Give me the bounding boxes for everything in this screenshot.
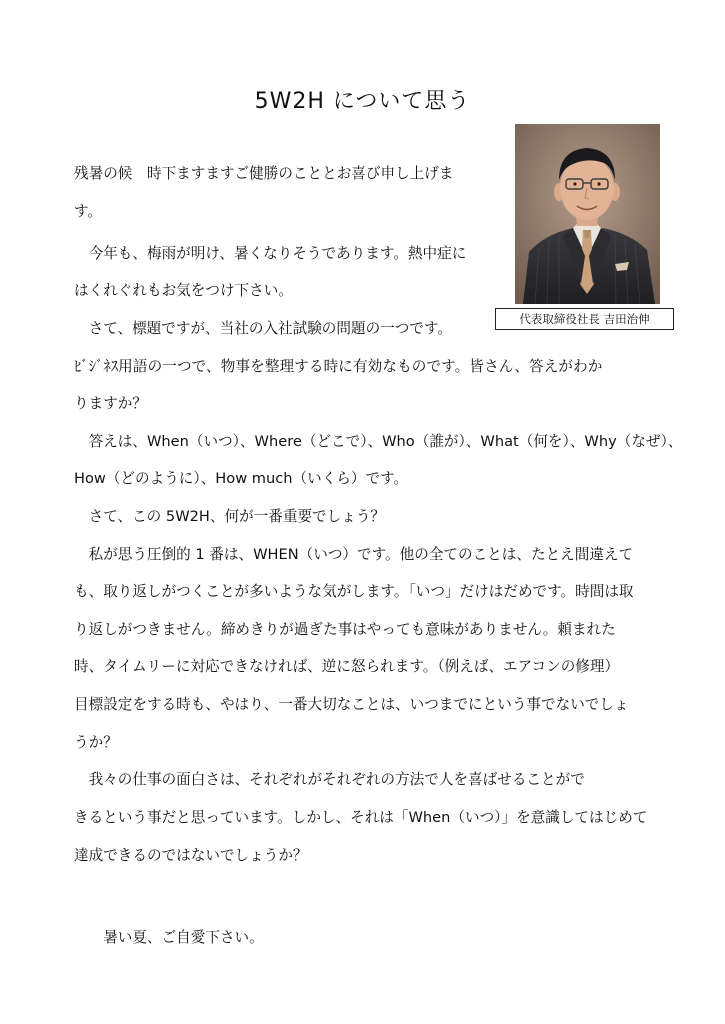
body-line: 達成できるのではないでしょうか？ — [74, 847, 308, 864]
body-line: 時、タイムリーに対応できなければ、逆に怒られます。（例えば、エアコンの修理） — [74, 658, 620, 675]
body-line: うか？ — [74, 734, 118, 751]
body-line: 答えは、When（いつ）、Where（どこで）、Who（誰が）、What（何を）、Why（なぜ）、 — [74, 433, 683, 450]
body-line: り返しがつきません。締めきりが過ぎた事はやっても意味がありません。頼まれた — [74, 621, 616, 638]
body-line: りますか？ — [74, 395, 147, 412]
body-line: も、取り返しがつくことが多いような気がします。「いつ」だけはだめです。時間は取 — [74, 583, 634, 600]
body-line: さて、この 5W2H、何が一番重要でしょう？ — [74, 508, 386, 525]
body-line: 我々の仕事の面白さは、それぞれがそれぞれの方法で人を喜ばせることがで — [74, 771, 585, 788]
body-line: 残暑の候 時下ますますご健勝のこととお喜び申し上げま — [74, 165, 454, 182]
body-line: 私が思う圧倒的 1 番は、WHEN（いつ）です。他の全てのことは、たとえ間違えて — [74, 546, 634, 563]
body-line: How（どのように）、How much（いくら）です。 — [74, 470, 409, 487]
body-line: きるという事だと思っています。しかし、それは「When（いつ）」を意識してはじめて — [74, 809, 648, 826]
body-line: ﾋﾞｼﾞﾈｽ用語の一つで、物事を整理する時に有効なものです。皆さん、答えがわか — [74, 358, 603, 375]
body-line: さて、標題ですが、当社の入社試験の問題の一つです。 — [74, 320, 452, 337]
document-title: 5W2H について思う — [254, 89, 471, 114]
body-line: 目標設定をする時も、やはり、一番大切なことは、いつまでにという事でないでしょ — [74, 696, 629, 713]
portrait-photo — [515, 124, 660, 304]
body-line: はくれぐれもお気をつけ下さい。 — [74, 282, 293, 299]
body-line: 今年も、梅雨が明け、暑くなりそうであります。熱中症に — [74, 245, 467, 262]
closing-line: 暑い夏、ご自愛下さい。 — [74, 929, 264, 946]
body-line: す。 — [74, 203, 103, 220]
photo-caption: 代表取締役社長 吉田治伸 — [495, 308, 674, 330]
